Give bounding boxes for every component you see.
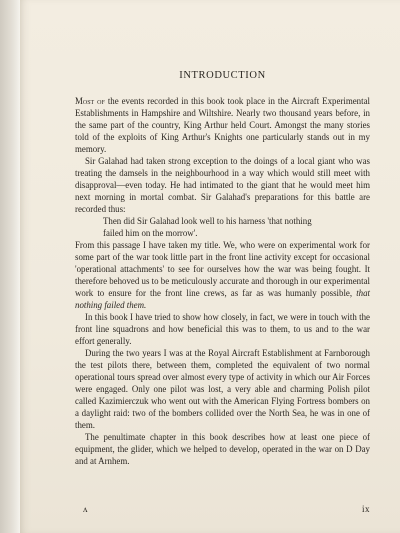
chapter-title: INTRODUCTION — [179, 70, 266, 81]
block-quote: Then did Sir Galahad look well to his harness 'that nothing failed him on the morrow'. — [103, 216, 312, 238]
paragraph-3 — [75, 239, 370, 311]
page-content — [75, 70, 370, 467]
paragraph-6: The penultimate chapter in this book describes how at least one piece of equipment, the glider, which we helped to develop, operated in the war on D Day and at Arnhem. — [75, 432, 370, 466]
paragraph-1-text: the events recorded in this book took place in the Aircraft Experimental Establishments in Hampshire and Wiltshire. Nearly two thousand years before, in the same part of the country, King Arthur held Court. Amongst the many stories told of the exploits of King Arthur's Knights one particularly stands out in my memory. — [75, 96, 370, 154]
paragraph-1-lead: Most of — [75, 96, 105, 106]
paragraph-3-italic: that nothing failed them. — [75, 288, 370, 310]
page-footer — [75, 504, 370, 518]
paragraph-2: Sir Galahad had taken strong exception to the doings of a local giant who was treating the damsels in the neighbourhood in a way which would still meet with disapproval—even today. He had intimated to the giant that he would meet him next morning in mortal combat. Sir Galahad's preparations for this battle are recorded thus: — [75, 156, 370, 214]
paragraph-4: In this book I have tried to show how closely, in fact, we were in touch with the front line squadrons and how beneficial this was to them, to us and to the war effort generally. — [75, 312, 370, 346]
paragraph-5: During the two years I was at the Royal Aircraft Establishment at Farnborough the test pilots there, between them, completed the equivalent of two normal operational tours spread over almost every type of activity in which our Air Forces were engaged. Only one pilot was lost, a very able and charming Polish pilot called Kazimierczuk who went out with the American Flying Fortress bombers on a daylight raid: two of the bombers collided over the North Sea, he was in one of them. — [75, 348, 370, 430]
paragraph-3-text: From this passage I have taken my title. We, who were on experimental work for some part of the war took little part in the front line activity except for occasional 'operational attachments' to see for ourselves how the war was being fought. It therefore behoved us to be meticulously accurate and thorough in our experimental work to ensure for the front line crews, as far as was humanly possible, — [75, 240, 370, 298]
paragraph-1 — [75, 95, 370, 155]
printer-mark: ʌ — [83, 504, 88, 514]
book-spine-shadow — [0, 0, 20, 533]
page-number: ix — [361, 504, 370, 514]
